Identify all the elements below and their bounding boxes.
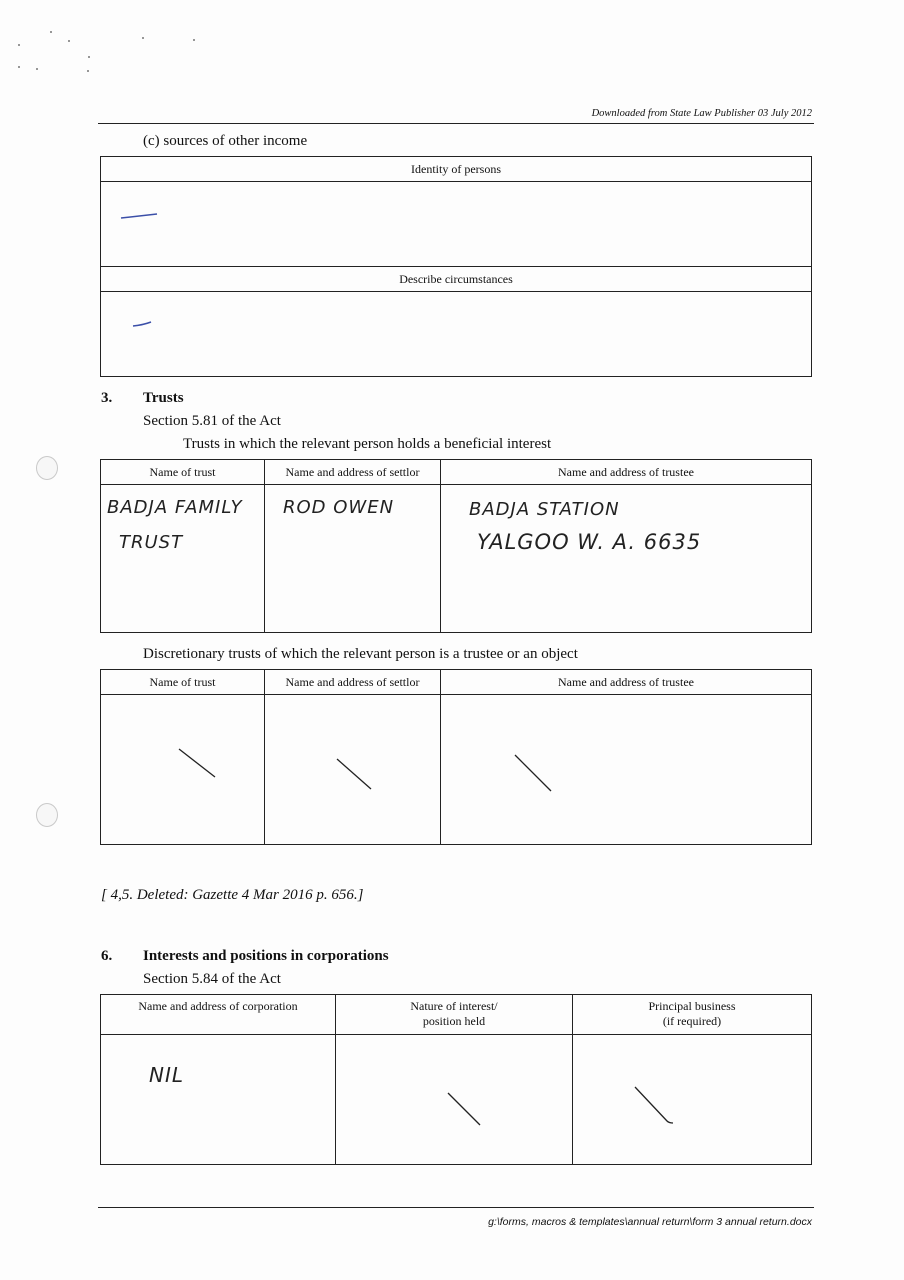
trusts-title: Trusts	[143, 390, 184, 406]
section-c-label: (c) sources of other income	[143, 133, 308, 149]
col-name-of-trust: Name of trust	[101, 460, 265, 485]
col-settlor: Name and address of settlor	[265, 460, 441, 485]
corporations-title: Interests and positions in corporations	[143, 948, 389, 964]
circumstances-cell[interactable]	[101, 292, 812, 377]
col-name-of-trust: Name of trust	[101, 670, 265, 695]
discretionary-settlor-cell[interactable]	[265, 695, 441, 845]
trustee-cell[interactable]	[441, 485, 812, 633]
col-corporation	[101, 995, 336, 1035]
speck	[87, 70, 89, 72]
speck	[18, 66, 20, 68]
strike-mark	[633, 1085, 675, 1127]
speck	[50, 31, 52, 33]
nature-cell[interactable]	[336, 1035, 573, 1165]
col-principal-business	[573, 995, 812, 1035]
punch-hole	[36, 456, 58, 480]
col-settlor: Name and address of settlor	[265, 670, 441, 695]
strike-mark	[177, 747, 217, 779]
dash-mark	[119, 212, 159, 222]
trusts-section-ref: Section 5.81 of the Act	[143, 413, 281, 429]
dash-mark	[131, 320, 161, 330]
trustee-line1: BADJA STATION	[469, 499, 620, 520]
col-nature-of-interest	[336, 995, 573, 1035]
corporation-cell[interactable]	[101, 1035, 336, 1165]
speck	[88, 56, 90, 58]
identity-header: Identity of persons	[101, 157, 812, 182]
col3-line2: (if required)	[662, 1014, 722, 1028]
footer-path: g:\forms, macros & templates\annual return\form 3 annual return.docx	[488, 1216, 812, 1228]
trustee-line2: YALGOO W. A. 6635	[477, 530, 702, 554]
col-trustee: Name and address of trustee	[441, 460, 812, 485]
beneficial-trusts-table	[100, 459, 812, 633]
section-6-number: 6.	[101, 948, 113, 964]
col3-line1: Principal business	[648, 999, 736, 1013]
speck	[18, 44, 20, 46]
speck	[142, 37, 144, 39]
circumstances-header: Describe circumstances	[101, 267, 812, 292]
col2-line1: Nature of interest/	[410, 999, 498, 1013]
discretionary-trusts-table	[100, 669, 812, 845]
col2-line2: position held	[422, 1014, 486, 1028]
col-corporation-label: Name and address of corporation	[138, 999, 298, 1013]
other-income-table	[100, 156, 812, 377]
header-note: Downloaded from State Law Publisher 03 July 2012	[591, 108, 812, 119]
settlor-cell[interactable]	[265, 485, 441, 633]
corporations-section-ref: Section 5.84 of the Act	[143, 971, 281, 987]
discretionary-trustee-cell[interactable]	[441, 695, 812, 845]
header-rule	[98, 123, 814, 124]
strike-mark	[335, 757, 373, 791]
trust-name-line2: TRUST	[119, 532, 184, 553]
speck	[193, 39, 195, 41]
discretionary-heading: Discretionary trusts of which the relevant person is a trustee or an object	[143, 646, 578, 662]
speck	[36, 68, 38, 70]
discretionary-trust-cell[interactable]	[101, 695, 265, 845]
settlor-name: ROD OWEN	[283, 497, 395, 518]
beneficial-heading: Trusts in which the relevant person holds a beneficial interest	[183, 436, 552, 452]
corporations-table	[100, 994, 812, 1165]
punch-hole	[36, 803, 58, 827]
col-trustee: Name and address of trustee	[441, 670, 812, 695]
trust-name-cell[interactable]	[101, 485, 265, 633]
footer-rule	[98, 1207, 814, 1208]
strike-mark	[513, 753, 553, 793]
section-3-number: 3.	[101, 390, 113, 406]
identity-cell[interactable]	[101, 182, 812, 267]
speck	[68, 40, 70, 42]
principal-business-cell[interactable]	[573, 1035, 812, 1165]
strike-mark	[446, 1091, 482, 1127]
trust-name-line1: BADJA FAMILY	[107, 497, 243, 518]
deleted-note: [ 4,5. Deleted: Gazette 4 Mar 2016 p. 656.]	[101, 887, 364, 903]
corporation-entry: NIL	[149, 1063, 185, 1087]
